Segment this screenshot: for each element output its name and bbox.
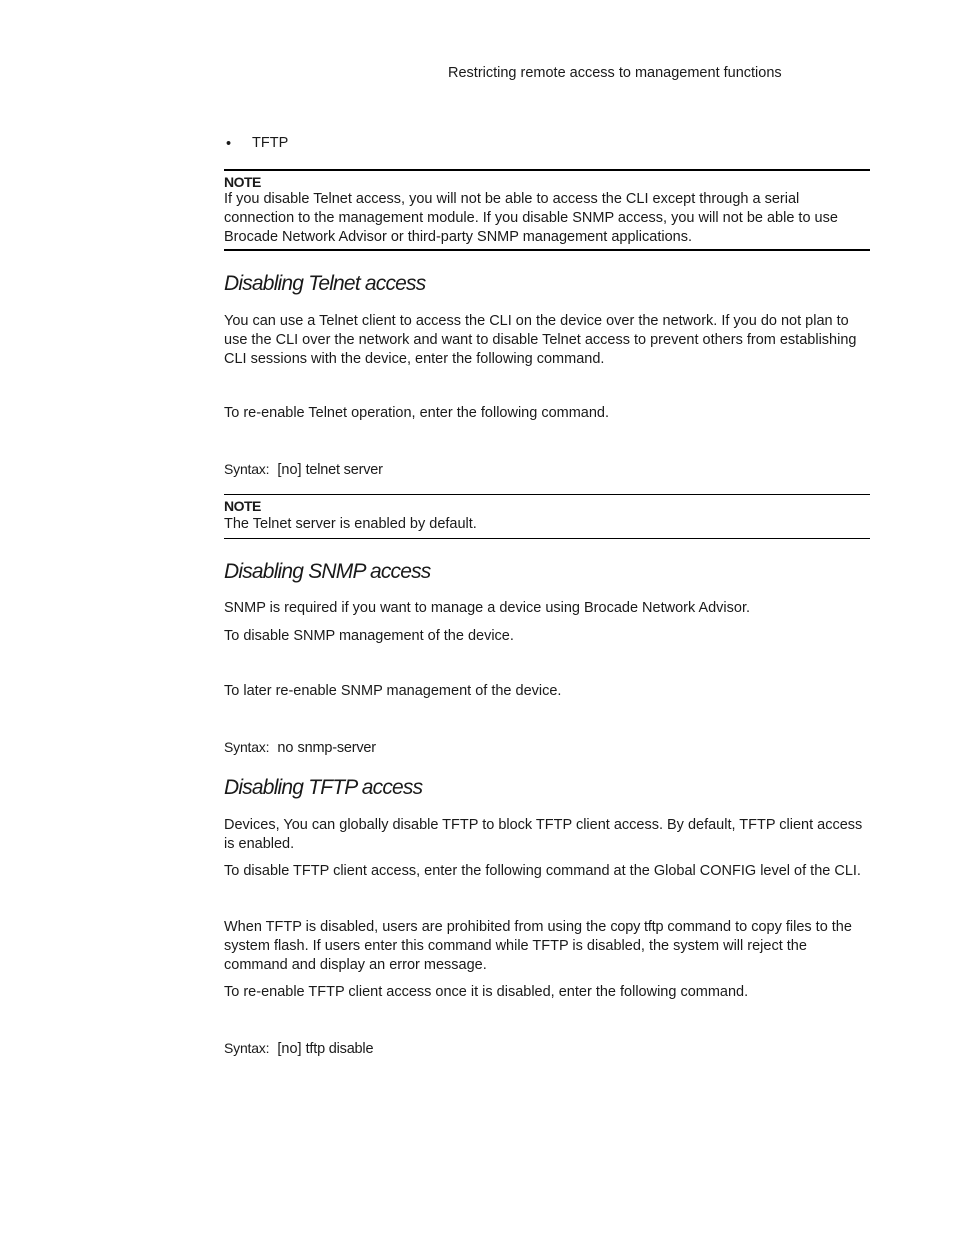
note2-label: NOTE xyxy=(224,498,261,514)
section-heading-tftp: Disabling TFTP access xyxy=(224,776,423,799)
tftp-paragraph-lead: When TFTP is disabled, users are prohibited from using the xyxy=(224,919,607,935)
section-heading-telnet: Disabling Telnet access xyxy=(224,272,426,295)
tftp-paragraph: Devices, You can globally disable TFTP to block TFTP client access. By default, TFTP client access is enabled. xyxy=(224,817,863,852)
telnet-reenable-paragraph: To re-enable Telnet operation, enter the following command. xyxy=(224,405,610,421)
tftp-disabled-paragraph xyxy=(224,918,870,974)
note-label: NOTE xyxy=(224,174,261,190)
running-header: Restricting remote access to management functions xyxy=(448,65,782,81)
syntax-label: Syntax: xyxy=(224,1040,270,1056)
snmp-syntax xyxy=(224,738,870,758)
bullet-item-tftp: TFTP xyxy=(252,135,289,151)
note-text: If you disable Telnet access, you will not be able to access the CLI except through a serial connection to the management module. If you disable SNMP access, you will not be able to use Brocade Network Advisor or third-party SNMP management applications. xyxy=(224,191,838,245)
syntax-command: telnet serve xyxy=(305,462,379,478)
note2-top-rule xyxy=(224,494,870,495)
syntax-option: [no] xyxy=(277,1041,302,1057)
syntax-label: Syntax: xyxy=(224,739,270,755)
snmp-paragraph: SNMP is required if you want to manage a device using Brocade Network Advisor. xyxy=(224,600,751,616)
note-bottom-rule xyxy=(224,249,870,251)
note-top-rule xyxy=(224,169,870,171)
syntax-option: [no] xyxy=(277,462,302,478)
note2-bottom-rule xyxy=(224,538,870,539)
syntax-label: Syntax: xyxy=(224,461,270,477)
bullet-icon: • xyxy=(226,136,232,152)
inline-command: copy tftp xyxy=(610,919,664,935)
tftp-syntax xyxy=(224,1039,870,1059)
snmp-reenable-paragraph: To later re-enable SNMP management of the device. xyxy=(224,683,562,699)
telnet-paragraph: You can use a Telnet client to access the CLI on the device over the network. If you do not plan to use the CLI over the network and want to disable Telnet access to prevent others from establishing CLI sessions with the device, enter the following command. xyxy=(224,313,857,367)
syntax-command: tftp disable xyxy=(305,1041,374,1057)
tftp-paragraph-rest: command to copy files to the system flash. If users enter this command while TFTP is disabled, the system will reject the command and display an error message. xyxy=(224,919,852,973)
tftp-disable-paragraph: To disable TFTP client access, enter the following command at the Global CONFIG level of the CLI. xyxy=(224,863,861,879)
snmp-disable-paragraph: To disable SNMP management of the device. xyxy=(224,628,514,644)
note2-text: The Telnet server is enabled by default. xyxy=(224,516,477,532)
telnet-syntax xyxy=(224,460,870,480)
syntax-command: snmp-server xyxy=(297,740,376,756)
tftp-reenable-paragraph: To re-enable TFTP client access once it is disabled, enter the following command. xyxy=(224,984,749,1000)
syntax-option: no xyxy=(277,740,294,756)
syntax-command-tail: r xyxy=(378,462,383,478)
section-heading-snmp: Disabling SNMP access xyxy=(224,560,431,583)
